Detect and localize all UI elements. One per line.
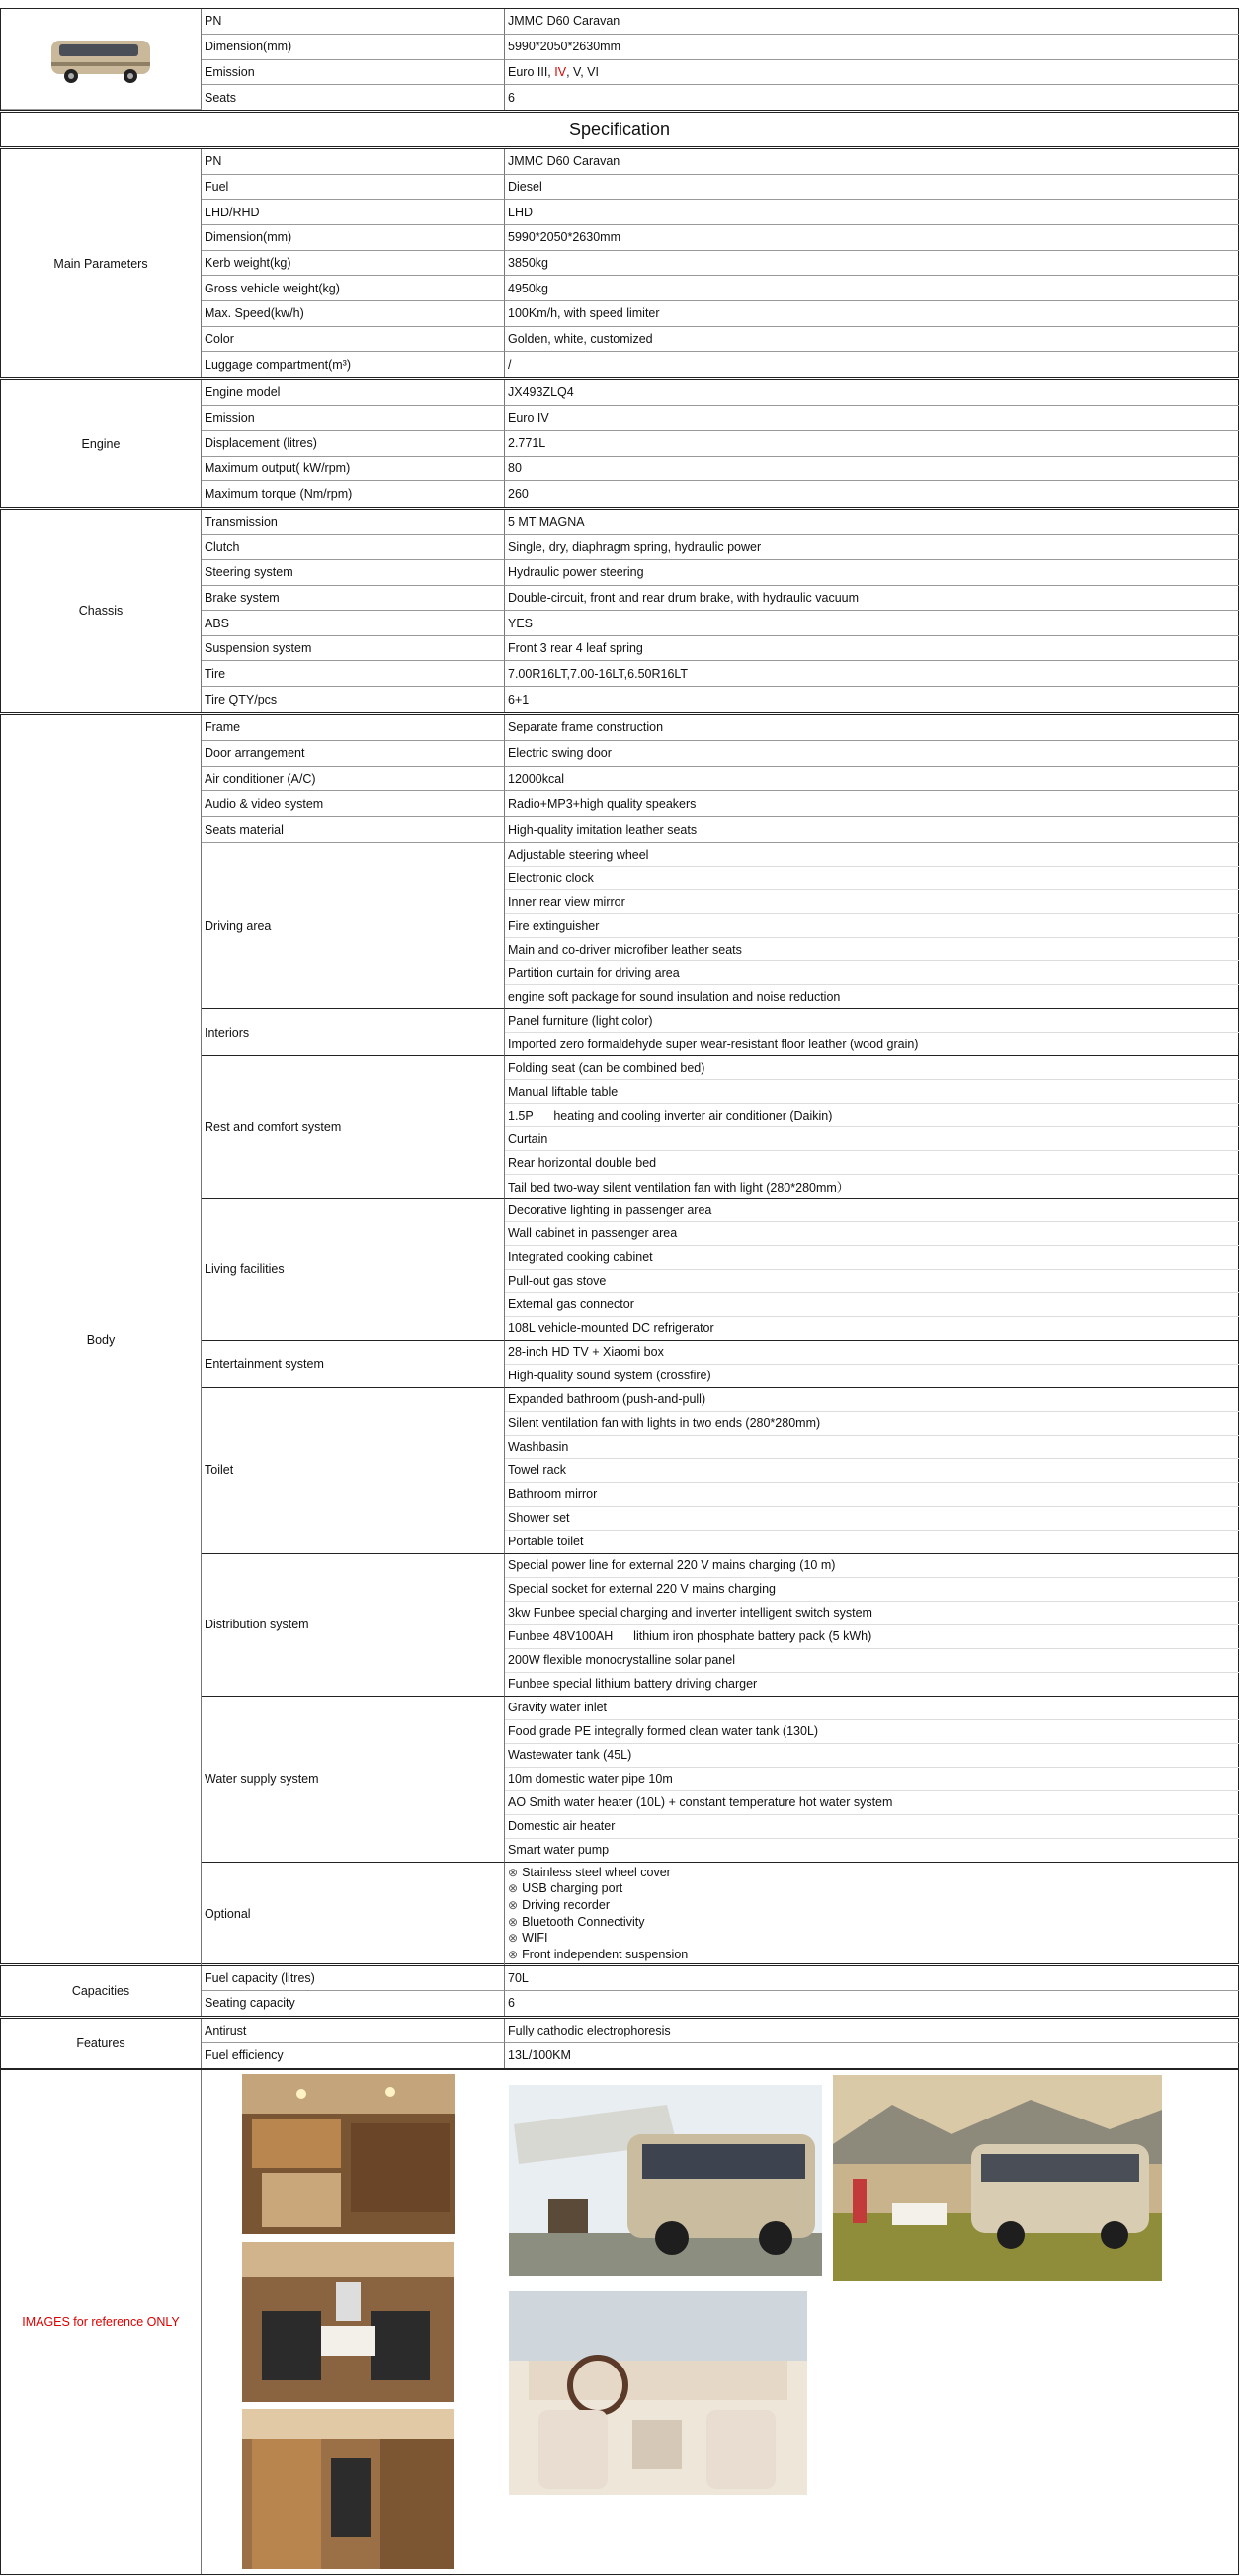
group-item: 1.5P heating and cooling inverter air conditioner (Daikin) <box>505 1104 1239 1127</box>
chassis-table <box>0 509 1239 713</box>
engine-table <box>0 379 1239 508</box>
spec-value: 100Km/h, with speed limiter <box>505 301 1239 327</box>
header-dimension-value: 5990*2050*2630mm <box>505 35 1239 60</box>
group-item: Rear horizontal double bed <box>505 1151 1239 1175</box>
main-parameters-table <box>0 148 1239 378</box>
spec-value: 13L/100KM <box>508 2048 571 2063</box>
optional-item-text: Driving recorder <box>522 1897 610 1912</box>
group-item: Folding seat (can be combined bed) <box>505 1056 1239 1080</box>
rest-and-comfort-system-group-label: Rest and comfort system <box>202 1056 505 1199</box>
spec-value: Euro IV <box>505 406 1239 432</box>
spec-label: Seats material <box>202 817 505 843</box>
spec-label: Door arrangement <box>202 741 505 767</box>
group-item: 200W flexible monocrystalline solar panel <box>505 1649 1239 1673</box>
header-pn-label: PN <box>202 9 505 35</box>
group-item: Curtain <box>505 1127 1239 1151</box>
engine-section-label: Engine <box>1 380 202 507</box>
group-item: Adjustable steering wheel <box>505 843 1239 867</box>
spec-value: 80 <box>505 457 1239 482</box>
spec-label: Emission <box>202 406 505 432</box>
group-item: Gravity water inlet <box>505 1697 1239 1720</box>
capacities-section-label: Capacities <box>1 1966 202 2016</box>
optional-item <box>508 1897 610 1914</box>
emission-part-2: , V, VI <box>566 64 599 79</box>
header-seats-label: Seats <box>202 85 505 110</box>
spec-value: JMMC D60 Caravan <box>505 149 1239 175</box>
spec-label: LHD/RHD <box>202 200 505 225</box>
spec-label: ABS <box>202 611 505 636</box>
spec-value: 12000kcal <box>505 767 1239 792</box>
spec-label: Antirust <box>202 2019 505 2043</box>
spec-label: Tire <box>202 661 505 687</box>
spec-label: Fuel <box>202 175 505 201</box>
spec-label: PN <box>202 149 505 175</box>
spec-label: Color <box>202 327 505 353</box>
spec-value: Fully cathodic electrophoresis <box>505 2019 1239 2043</box>
spec-label: Maximum torque (Nm/rpm) <box>202 481 505 507</box>
group-item: Main and co-driver microfiber leather seats <box>505 938 1239 961</box>
group-item: 28-inch HD TV + Xiaomi box <box>505 1341 1239 1365</box>
group-item: High-quality sound system (crossfire) <box>505 1365 1239 1388</box>
spec-value: 260 <box>508 486 529 501</box>
specification-title-bar <box>0 112 1239 147</box>
group-item: Manual liftable table <box>505 1080 1239 1104</box>
spec-value: Hydraulic power steering <box>505 560 1239 586</box>
spec-label: Max. Speed(kw/h) <box>202 301 505 327</box>
spec-value: High-quality imitation leather seats <box>505 817 1239 843</box>
group-item: Imported zero formaldehyde super wear-resistant floor leather (wood grain) <box>505 1033 1239 1056</box>
optional-items <box>505 1863 1239 1965</box>
images-label: IMAGES for reference ONLY <box>22 2315 180 2329</box>
emission-part-1: Euro III, <box>508 64 555 79</box>
group-item: Electronic clock <box>505 867 1239 890</box>
spec-label: Luggage compartment(m³) <box>202 352 505 377</box>
group-item: Tail bed two-way silent ventilation fan with light (280*280mm） <box>505 1175 1239 1199</box>
spec-value: Golden, white, customized <box>505 327 1239 353</box>
exterior-picnic-photo <box>833 2075 1162 2281</box>
optional-item-text: Stainless steel wheel cover <box>522 1865 671 1879</box>
spec-label: Suspension system <box>202 636 505 662</box>
group-item: 3kw Funbee special charging and inverter intelligent switch system <box>505 1602 1239 1625</box>
group-item: Pull-out gas stove <box>505 1270 1239 1293</box>
van-thumbnail-image <box>41 25 160 94</box>
spec-value: 7.00R16LT,7.00-16LT,6.50R16LT <box>505 661 1239 687</box>
optional-item <box>508 1930 547 1947</box>
group-item: Funbee 48V100AH lithium iron phosphate battery pack (5 kWh) <box>505 1625 1239 1649</box>
spec-label: Dimension(mm) <box>202 225 505 251</box>
group-item: Silent ventilation fan with lights in two ends (280*280mm) <box>505 1412 1239 1436</box>
header-dimension-label: Dimension(mm) <box>202 35 505 60</box>
entertainment-system-group-label: Entertainment system <box>202 1341 505 1388</box>
circle-x-icon: ⊗ <box>508 1914 519 1929</box>
group-item: Fire extinguisher <box>505 914 1239 938</box>
group-item: Bathroom mirror <box>505 1483 1239 1507</box>
group-item: External gas connector <box>505 1293 1239 1317</box>
spec-label: Steering system <box>202 560 505 586</box>
images-table <box>0 2069 1239 2575</box>
spec-label: Audio & video system <box>202 791 505 817</box>
spec-label: Brake system <box>202 586 505 612</box>
header-emission-value <box>505 60 1239 86</box>
spec-label: Air conditioner (A/C) <box>202 767 505 792</box>
spec-value: LHD <box>505 200 1239 225</box>
optional-group-label: Optional <box>202 1863 505 1965</box>
spec-label: Tire QTY/pcs <box>202 687 505 712</box>
water-supply-system-group-label: Water supply system <box>202 1697 505 1863</box>
driving-area-group-label: Driving area <box>202 843 505 1009</box>
group-item: Decorative lighting in passenger area <box>505 1199 1239 1222</box>
spec-label: Displacement (litres) <box>202 431 505 457</box>
spec-value: / <box>508 358 512 373</box>
optional-item <box>508 1880 622 1897</box>
page-title: Specification <box>568 119 671 139</box>
spec-value: Radio+MP3+high quality speakers <box>505 791 1239 817</box>
spec-label: Kerb weight(kg) <box>202 251 505 277</box>
spec-value: 2.771L <box>505 431 1239 457</box>
spec-value: YES <box>505 611 1239 636</box>
vehicle-thumbnail <box>1 9 202 110</box>
spec-value: 6 <box>508 1996 515 2011</box>
group-item: Shower set <box>505 1507 1239 1531</box>
group-item: Special power line for external 220 V mains charging (10 m) <box>505 1554 1239 1578</box>
spec-label: Frame <box>202 715 505 741</box>
optional-item-text: Front independent suspension <box>522 1947 689 1961</box>
header-emission-label: Emission <box>202 60 505 86</box>
images-area <box>202 2070 1239 2574</box>
optional-item <box>508 1865 671 1881</box>
spec-value: 6+1 <box>508 692 530 706</box>
capacities-table <box>0 1965 1239 2017</box>
spec-value: Diesel <box>505 175 1239 201</box>
group-item: Washbasin <box>505 1436 1239 1459</box>
features-section-label: Features <box>1 2019 202 2068</box>
header-pn-value: JMMC D60 Caravan <box>505 9 1239 35</box>
spec-value: Separate frame construction <box>505 715 1239 741</box>
living-facilities-group-label: Living facilities <box>202 1199 505 1341</box>
images-section-label <box>1 2070 202 2574</box>
spec-value: 5 MT MAGNA <box>505 510 1239 536</box>
emission-part-highlight: IV <box>554 64 567 79</box>
group-item: Domestic air heater <box>505 1815 1239 1839</box>
spec-value: Electric swing door <box>505 741 1239 767</box>
toilet-group-label: Toilet <box>202 1388 505 1554</box>
group-item: 108L vehicle-mounted DC refrigerator <box>505 1317 1239 1341</box>
interiors-group-label: Interiors <box>202 1009 505 1056</box>
interior-aisle-photo <box>242 2409 454 2569</box>
group-item: Funbee special lithium battery driving charger <box>505 1673 1239 1697</box>
optional-item <box>508 1947 688 1963</box>
spec-label: Fuel efficiency <box>202 2043 505 2068</box>
group-item: Portable toilet <box>505 1531 1239 1554</box>
interior-cockpit-photo <box>509 2291 807 2495</box>
header-seats-value: 6 <box>508 90 515 105</box>
group-item: Partition curtain for driving area <box>505 961 1239 985</box>
group-item: Wall cabinet in passenger area <box>505 1222 1239 1246</box>
group-item: Panel furniture (light color) <box>505 1009 1239 1033</box>
group-item: Special socket for external 220 V mains charging <box>505 1578 1239 1602</box>
interior-lounge-photo <box>242 2242 454 2402</box>
group-item: AO Smith water heater (10L) + constant temperature hot water system <box>505 1791 1239 1815</box>
spec-label: Gross vehicle weight(kg) <box>202 276 505 301</box>
circle-x-icon: ⊗ <box>508 1897 519 1912</box>
features-table <box>0 2018 1239 2069</box>
spec-value: Double-circuit, front and rear drum brake, with hydraulic vacuum <box>505 586 1239 612</box>
group-item: Wastewater tank (45L) <box>505 1744 1239 1768</box>
spec-label: Seating capacity <box>202 1991 505 2016</box>
spec-label: Engine model <box>202 380 505 406</box>
spec-value: JX493ZLQ4 <box>505 380 1239 406</box>
circle-x-icon: ⊗ <box>508 1865 519 1879</box>
spec-value: 70L <box>505 1966 1239 1991</box>
header-table <box>0 8 1239 111</box>
spec-label: Clutch <box>202 535 505 560</box>
body-section-label: Body <box>1 715 202 1965</box>
group-item: Inner rear view mirror <box>505 890 1239 914</box>
spec-value: 5990*2050*2630mm <box>505 225 1239 251</box>
distribution-system-group-label: Distribution system <box>202 1554 505 1697</box>
optional-item-text: USB charging port <box>522 1881 623 1896</box>
group-item: engine soft package for sound insulation and noise reduction <box>505 985 1239 1009</box>
chassis-section-label: Chassis <box>1 510 202 712</box>
spec-value: 4950kg <box>505 276 1239 301</box>
circle-x-icon: ⊗ <box>508 1931 519 1946</box>
group-item: Integrated cooking cabinet <box>505 1246 1239 1270</box>
spec-label: Maximum output( kW/rpm) <box>202 457 505 482</box>
exterior-awning-photo <box>509 2085 822 2276</box>
spec-label: Transmission <box>202 510 505 536</box>
group-item: Food grade PE integrally formed clean water tank (130L) <box>505 1720 1239 1744</box>
interior-kitchen-photo <box>242 2074 455 2234</box>
main-parameters-section-label: Main Parameters <box>1 149 202 377</box>
optional-item-text: WIFI <box>522 1931 548 1946</box>
group-item: Towel rack <box>505 1459 1239 1483</box>
group-item: Smart water pump <box>505 1839 1239 1863</box>
optional-item-text: Bluetooth Connectivity <box>522 1914 645 1929</box>
circle-x-icon: ⊗ <box>508 1947 519 1961</box>
circle-x-icon: ⊗ <box>508 1881 519 1896</box>
spec-value: Front 3 rear 4 leaf spring <box>505 636 1239 662</box>
optional-item <box>508 1914 644 1931</box>
spec-value: 3850kg <box>505 251 1239 277</box>
group-item: 10m domestic water pipe 10m <box>505 1768 1239 1791</box>
body-table <box>0 714 1239 1964</box>
spec-label: Fuel capacity (litres) <box>202 1966 505 1991</box>
spec-value: Single, dry, diaphragm spring, hydraulic power <box>505 535 1239 560</box>
group-item: Expanded bathroom (push-and-pull) <box>505 1388 1239 1412</box>
